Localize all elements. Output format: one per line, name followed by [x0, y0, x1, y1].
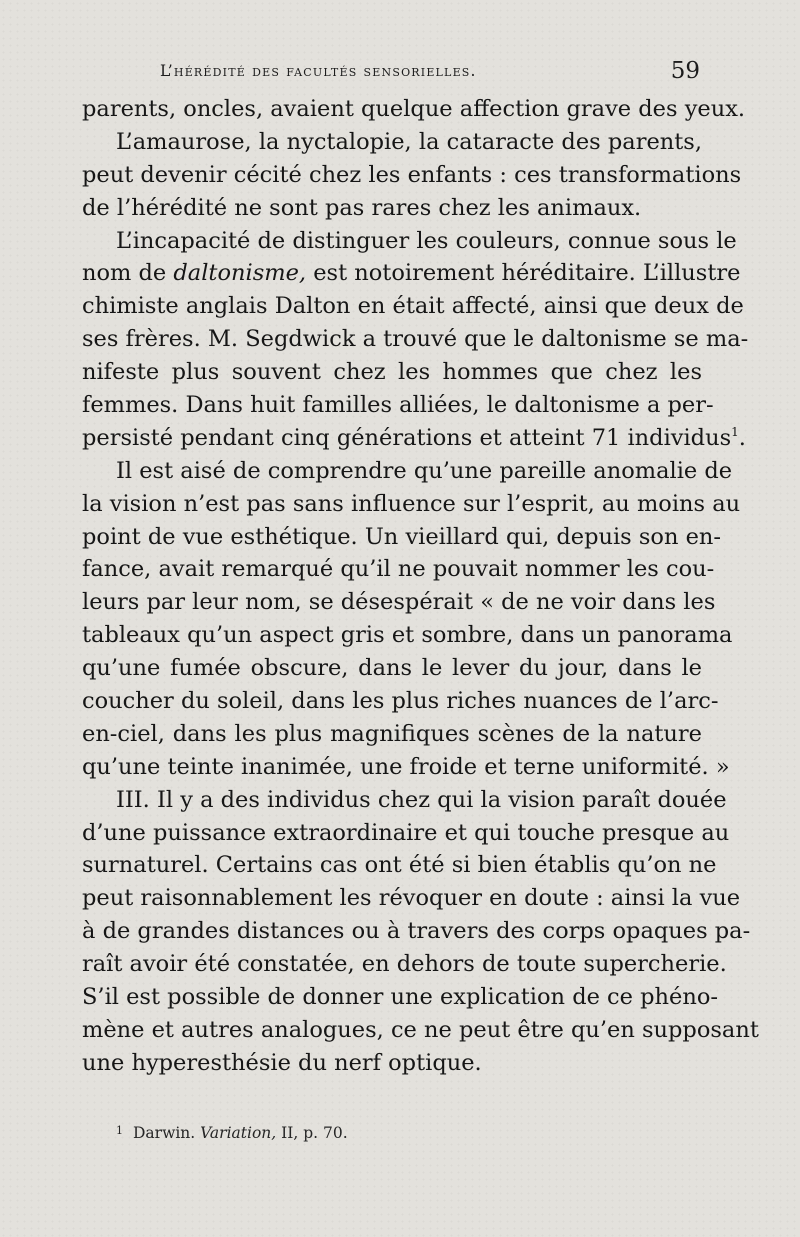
text-fragment: . — [738, 424, 746, 451]
text-line: d’une puissance extraordinaire et qui touche presque au — [82, 819, 730, 846]
text-line: raît avoir été constatée, en dehors de toute supercherie. — [82, 951, 727, 978]
text-line: L’amaurose, la nyctalopie, la cataracte des parents, — [116, 128, 702, 155]
text-line: fance, avait remarqué qu’il ne pouvait nommer les cou- — [82, 556, 715, 583]
text-fragment: est notoirement héréditaire. L’illustre — [313, 260, 741, 287]
text-line: à de grandes distances ou à travers des corps opaques pa- — [82, 918, 751, 945]
text-fragment: persisté pendant cinq générations et atteint 71 individus — [82, 424, 732, 451]
text-line: femmes. Dans huit familles alliées, le daltonisme a per- — [82, 392, 714, 419]
page-header — [160, 58, 700, 88]
text-line: qu’une fumée obscure, dans le lever du jour, dans le — [82, 655, 702, 682]
text-line: mène et autres analogues, ce ne peut être qu’en supposant — [82, 1016, 759, 1043]
text-line: point de vue esthétique. Un vieillard qui, depuis son en- — [82, 523, 722, 550]
text-line: chimiste anglais Dalton en était affecté, ainsi que deux de — [82, 293, 744, 320]
footnote-marker: 1 — [116, 1124, 123, 1137]
text-line: nifeste plus souvent chez les hommes que chez les — [82, 359, 702, 386]
text-line: S’il est possible de donner une explication de ce phéno- — [82, 984, 718, 1011]
footnote-reference: 1 — [731, 424, 739, 439]
text-line: parents, oncles, avaient quelque affection grave des yeux. — [82, 96, 746, 122]
text-line: tableaux qu’un aspect gris et sombre, dans un panorama — [82, 622, 733, 649]
text-line: coucher du soleil, dans les plus riches nuances de l’arc- — [82, 688, 719, 715]
text-line: de l’hérédité ne sont pas rares chez les animaux. — [82, 194, 642, 221]
text-line — [82, 257, 741, 290]
footnote-work: Variation, — [200, 1124, 277, 1142]
italic-term: daltonisme, — [173, 260, 307, 287]
footnote — [116, 1124, 348, 1142]
text-line: L’incapacité de distinguer les couleurs, connue sous le — [116, 227, 737, 254]
body-text — [82, 93, 759, 1080]
text-line: peut raisonnablement les révoquer en doute : ainsi la vue — [82, 885, 741, 912]
text-line: III. Il y a des individus chez qui la vision paraît douée — [116, 786, 727, 813]
text-fragment: nom de — [82, 260, 167, 287]
running-title: L’hérédité des facultés sensorielles. — [160, 62, 477, 80]
text-line: une hyperesthésie du nerf optique. — [82, 1049, 482, 1076]
text-line: en-ciel, dans les plus magnifiques scènes de la nature — [82, 720, 702, 747]
text-line: peut devenir cécité chez les enfants : ces transformations — [82, 161, 742, 188]
text-line: ses frères. M. Segdwick a trouvé que le daltonisme se ma- — [82, 326, 749, 353]
text-line: surnaturel. Certains cas ont été si bien établis qu’on ne — [82, 852, 717, 879]
text-line — [82, 422, 746, 455]
text-line: leurs par leur nom, se désespérait « de ne voir dans les — [82, 589, 716, 616]
footnote-ref: II, p. 70. — [281, 1124, 348, 1142]
text-line: la vision n’est pas sans influence sur l’esprit, au moins au — [82, 490, 741, 517]
footnote-author: Darwin. — [133, 1124, 196, 1142]
text-line: qu’une teinte inanimée, une froide et terne uniformité. » — [82, 753, 730, 780]
page-number: 59 — [670, 58, 700, 84]
text-line: Il est aisé de comprendre qu’une pareille anomalie de — [116, 457, 733, 484]
